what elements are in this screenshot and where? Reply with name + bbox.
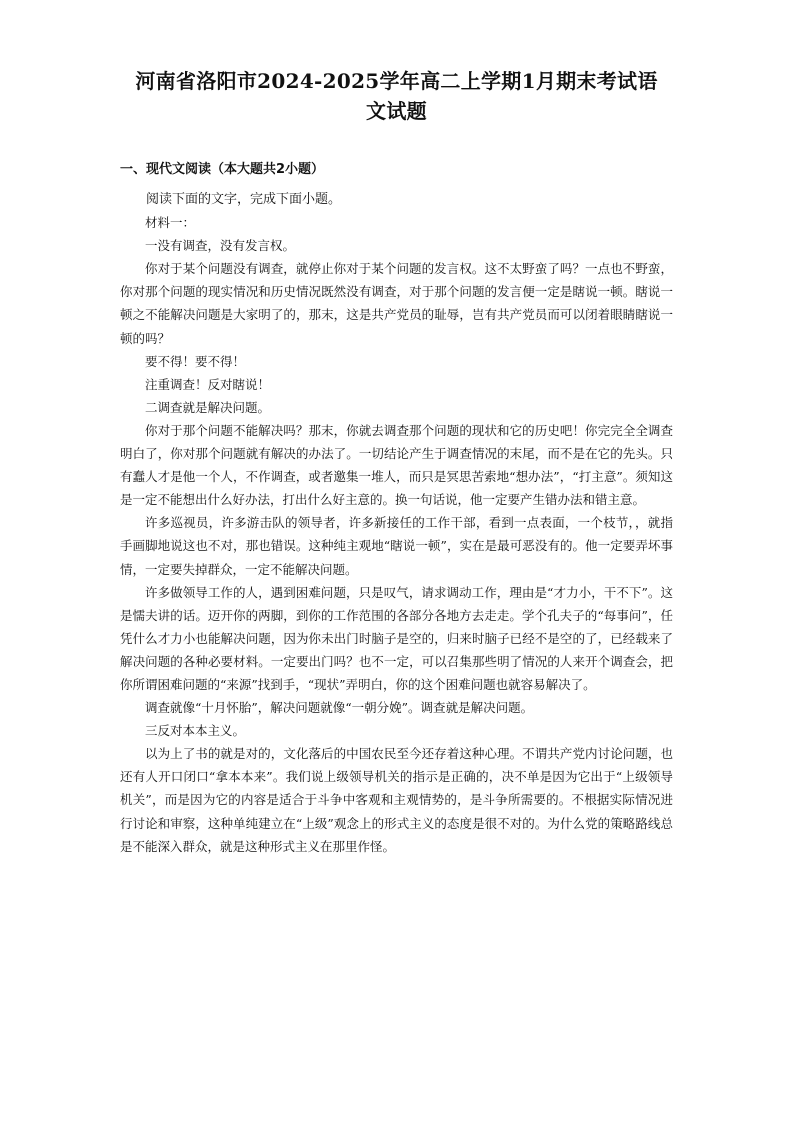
paragraph: 一没有调查，没有发言权。	[145, 238, 296, 254]
section-heading: 一、现代文阅读（本大题共2小题）	[120, 162, 325, 177]
paragraph: 以为上了书的就是对的，文化落后的中国农民至今还存着这种心理。不谓共产党内讨论问题，也还有人开口闭口“拿本本来”。我们说上级领导机关的指示是正确的，决不单是因为它出于“上级领导机关”，而是因为它的内容是适合于斗争中客观和主观情势的，是斗争所需要的。不根据实际情况进行讨论和审察，这种单纯建立在“上级”观念上的形式主义的态度是很不对的。为什么党的策略路线总是不能深入群众，就是这种形式主义在那里作怪。	[120, 746, 673, 854]
paragraph: 三反对本本主义。	[145, 723, 246, 739]
paragraph: 调查就像“十月怀胎”，解决问题就像“一朝分娩”。调查就是解决问题。	[145, 700, 534, 716]
reading-passage	[120, 188, 673, 858]
page-title	[100, 66, 693, 126]
paragraph: 许多巡视员，许多游击队的领导者，许多新接任的工作干部，看到一点表面，一个枝节，，就指手画脚地说这也不对，那也错误。这种纯主观地“瞎说一顿”，实在是最可恶没有的。他一定要弄坏事情，一定要失掉群众，一定不能解决问题。	[120, 515, 673, 577]
paragraph: 你对于那个问题不能解决吗？那末，你就去调查那个问题的现状和它的历史吧！你完完全全调查明白了，你对那个问题就有解决的办法了。一切结论产生于调查情况的末尾，而不是在它的先头。只有蠢人才是他一个人，不作调查，或者邀集一堆人，而只是冥思苦索地“想办法”，“打主意”。须知这是一定不能想出什么好办法，打出什么好主意的。换一句话说，他一定要产生错办法和错主意。	[120, 422, 673, 508]
paragraph: 注重调查！反对瞎说！	[145, 376, 271, 392]
paragraph: 许多做领导工作的人，遇到困难问题，只是叹气，请求调动工作，理由是“才力小，干不下”。这是懦夫讲的话。迈开你的两脚，到你的工作范围的各部分各地方去走走。学个孔夫子的“每事问”，任凭什么才力小也能解决问题，因为你未出门时脑子是空的，归来时脑子已经不是空的了，已经载来了解决问题的各种必要材料。一定要出门吗？也不一定，可以召集那些明了情况的人来开个调查会，把你所谓困难问题的“来源”找到手，“现状”弄明白，你的这个困难问题也就容易解决了。	[120, 584, 673, 692]
title-line-1: 河南省洛阳市2024-2025学年高二上学期1月期末考试语	[135, 69, 658, 93]
paragraph: 要不得！要不得！	[145, 353, 246, 369]
material-label: 材料一：	[145, 215, 196, 231]
paragraph: 二调查就是解决问题。	[145, 399, 271, 415]
reading-instruction: 阅读下面的文字，完成下面小题。	[146, 192, 342, 207]
title-line-2: 文试题	[366, 99, 427, 123]
paragraph: 你对于某个问题没有调查，就停止你对于某个问题的发言权。这不太野蛮了吗？一点也不野蛮，你对那个问题的现实情况和历史情况既然没有调查，对于那个问题的发言便一定是瞎说一顿。瞎说一顿之不能解决问题是大家明了的，那末，这是共产党员的耻辱，岂有共产党员而可以闭着眼睛瞎说一顿的吗？	[120, 261, 673, 346]
